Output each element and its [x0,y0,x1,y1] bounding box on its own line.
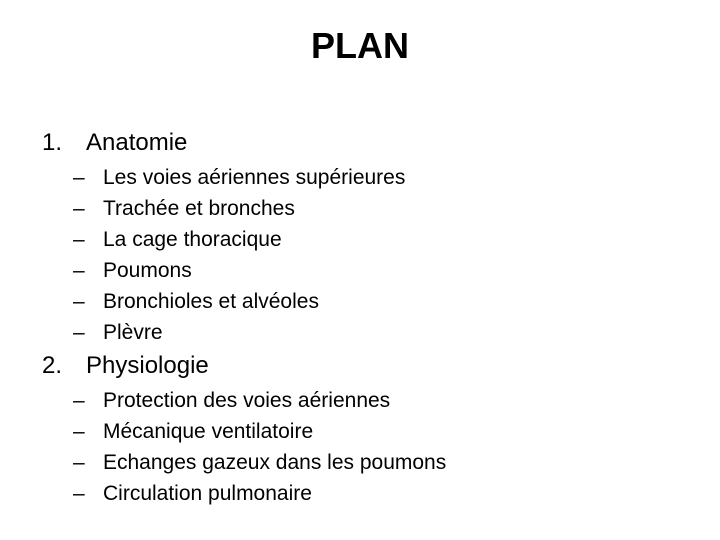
bullet-dash: – [73,451,85,474]
bullet-dash: – [73,290,85,313]
bullet-dash: – [73,197,85,220]
sub-item-list [42,385,682,509]
list-item [42,224,682,255]
list-item-text: La cage thoracique [103,228,282,251]
list-item-text: Les voies aériennes supérieures [103,166,406,189]
section-heading [42,349,682,383]
list-item-text: Echanges gazeux dans les poumons [103,451,447,474]
section-number: 2. [42,352,63,379]
bullet-dash: – [73,259,85,282]
sub-item-list [42,162,682,348]
list-item [42,162,682,193]
list-item-text: Trachée et bronches [103,197,295,220]
list-item [42,193,682,224]
list-item [42,385,682,416]
list-item [42,478,682,509]
section-number: 1. [42,129,63,156]
list-item-text: Poumons [103,259,192,282]
section-physiologie [42,349,682,509]
bullet-dash: – [73,389,85,412]
section-anatomie [42,126,682,348]
bullet-dash: – [73,166,85,189]
list-item-text: Mécanique ventilatoire [103,420,314,443]
list-item-text: Protection des voies aériennes [103,389,391,412]
bullet-dash: – [73,482,85,505]
list-item [42,286,682,317]
section-title: Anatomie [86,129,188,156]
list-item [42,317,682,348]
list-item [42,255,682,286]
list-item [42,447,682,478]
list-item-text: Circulation pulmonaire [103,482,312,505]
slide-title: PLAN [311,25,409,66]
section-title: Physiologie [86,352,209,379]
section-heading [42,126,682,160]
list-item [42,416,682,447]
bullet-dash: – [73,420,85,443]
bullet-dash: – [73,321,85,344]
list-item-text: Bronchioles et alvéoles [103,290,319,313]
bullet-dash: – [73,228,85,251]
list-item-text: Plèvre [103,321,163,344]
